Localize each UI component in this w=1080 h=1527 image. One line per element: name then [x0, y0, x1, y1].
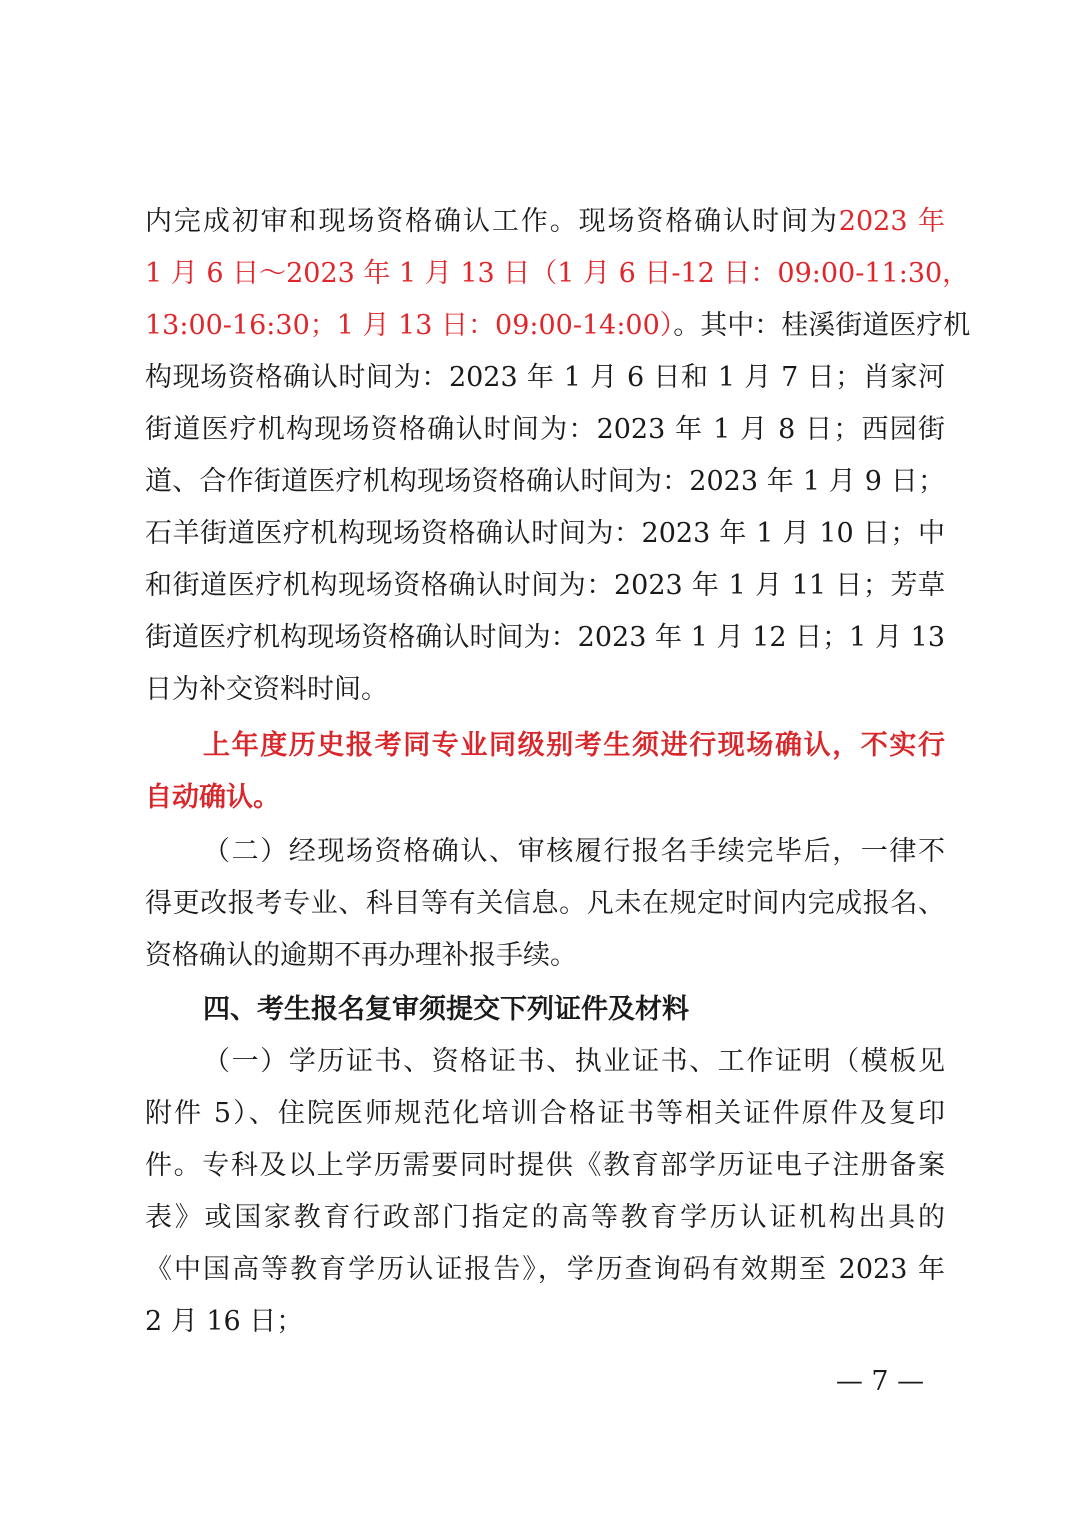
- text-line: [145, 304, 971, 348]
- text-span: 附件 5）、住院医师规范化培训合格证书等相关证件原件及复印: [145, 1098, 945, 1129]
- text-line: [145, 408, 945, 452]
- text-span: 表》或国家教育行政部门指定的高等教育学历认证机构出具的: [145, 1202, 945, 1233]
- text-span: 街道医疗机构现场资格确认时间为：2023 年 1 月 12 日；1 月 13: [145, 622, 945, 653]
- notice-line: [145, 776, 945, 820]
- text-span: （一）学历证书、资格证书、执业证书、工作证明（模板见: [203, 1046, 945, 1077]
- text-span: 资格确认的逾期不再办理补报手续。: [145, 940, 577, 971]
- section-heading: [203, 988, 945, 1032]
- text-span: 件。专科及以上学历需要同时提供《教育部学历证电子注册备案: [145, 1150, 945, 1181]
- heading-text: 四、考生报名复审须提交下列证件及材料: [203, 994, 689, 1025]
- text-line: [145, 1248, 945, 1292]
- text-span: 和街道医疗机构现场资格确认时间为：2023 年 1 月 11 日；芳草: [145, 570, 945, 601]
- page-number: — 7 —: [835, 1366, 925, 1397]
- text-line: [145, 460, 945, 504]
- text-line: [145, 1144, 945, 1188]
- text-line: [145, 200, 945, 244]
- text-line: [145, 252, 970, 296]
- text-line: [145, 512, 945, 556]
- text-line: [145, 356, 945, 400]
- text-span: 得更改报考专业、科目等有关信息。凡未在规定时间内完成报名、: [145, 888, 945, 919]
- text-span: （二）经现场资格确认、审核履行报名手续完毕后，一律不: [203, 836, 945, 867]
- text-line: [145, 564, 945, 608]
- text-span: 内完成初审和现场资格确认工作。现场资格确认时间为: [145, 206, 839, 237]
- text-line: [145, 1092, 945, 1136]
- highlight-span: 2023 年: [838, 206, 946, 237]
- text-span: 构现场资格确认时间为：2023 年 1 月 6 日和 1 月 7 日；肖家河: [145, 362, 945, 393]
- text-line: [145, 882, 945, 926]
- highlight-span: 1 月 6 日～2023 年 1 月 13 日（1 月 6 日-12 日：09:00-11:30，: [145, 258, 970, 289]
- text-line: [203, 1040, 945, 1084]
- text-line: [145, 668, 945, 712]
- notice-line: [203, 724, 945, 768]
- notice-text: 上年度历史报考同专业同级别考生须进行现场确认，不实行: [203, 730, 945, 761]
- text-line: [203, 830, 945, 874]
- text-line: [145, 1300, 945, 1344]
- highlight-span: 13:00-16:30；1 月 13 日：09:00-14:00）: [145, 310, 674, 341]
- text-span: 。其中：桂溪街道医疗机: [673, 310, 971, 341]
- text-line: [145, 934, 945, 978]
- text-line: [145, 616, 945, 660]
- notice-text: 自动确认。: [145, 782, 280, 813]
- text-span: 《中国高等教育学历认证报告》，学历查询码有效期至 2023 年: [145, 1254, 945, 1285]
- text-span: 道、合作街道医疗机构现场资格确认时间为：2023 年 1 月 9 日；: [145, 466, 945, 497]
- text-span: 2 月 16 日；: [145, 1306, 304, 1337]
- text-span: 街道医疗机构现场资格确认时间为：2023 年 1 月 8 日；西园街: [145, 414, 945, 445]
- text-span: 日为补交资料时间。: [145, 674, 388, 705]
- text-line: [145, 1196, 945, 1240]
- text-span: 石羊街道医疗机构现场资格确认时间为：2023 年 1 月 10 日；中: [145, 518, 945, 549]
